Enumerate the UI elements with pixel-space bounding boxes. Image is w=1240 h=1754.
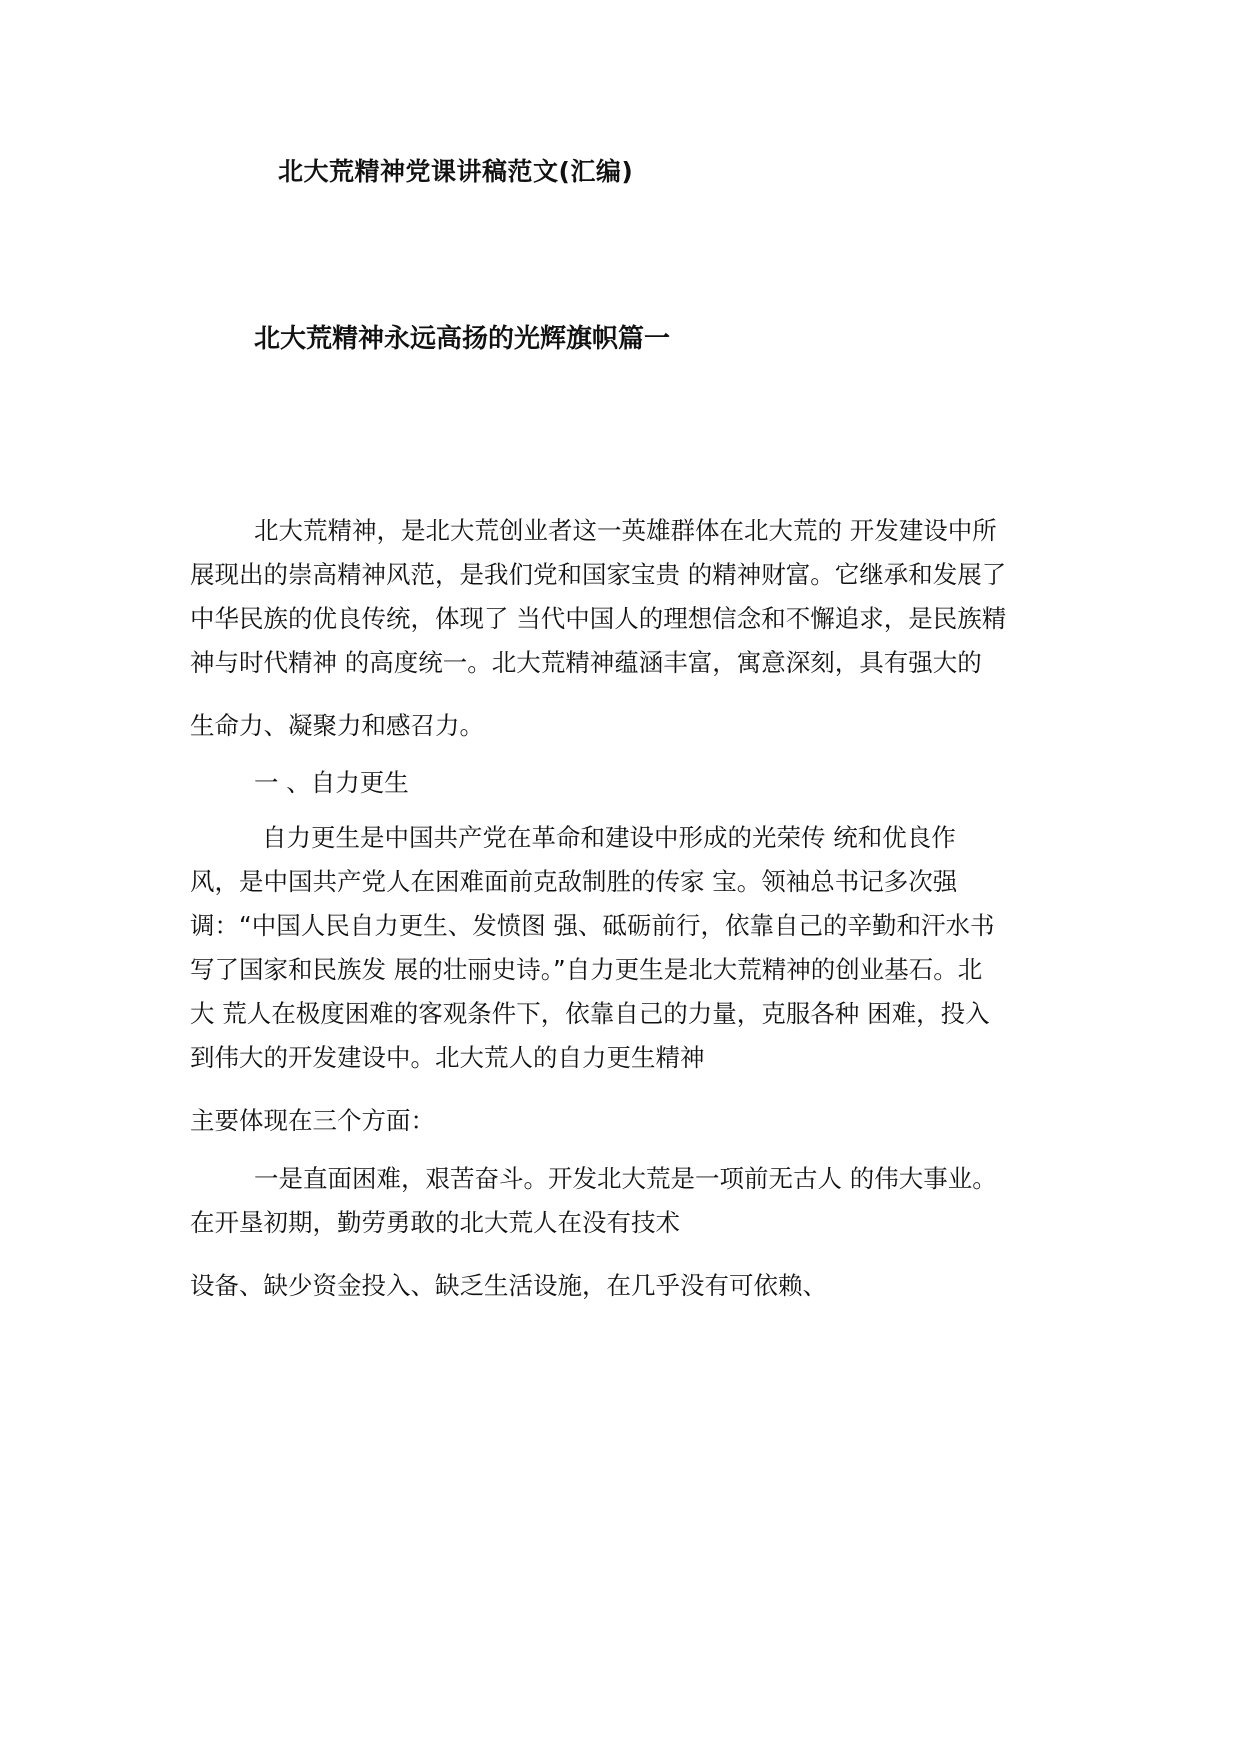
paragraph-line: 在开垦初期，勤劳勇敢的北大荒人在没有技术 [190, 1208, 680, 1237]
paragraph-line: 神与时代精神 的高度统一。北大荒精神蕴涵丰富，寓意深刻，具有强大的 [190, 648, 982, 677]
paragraph-line: 写了国家和民族发 展的壮丽史诗。”自力更生是北大荒精神的创业基石。北 [190, 955, 983, 984]
paragraph-line: 风，是中国共产党人在困难面前克敌制胜的传家 宝。领袖总书记多次强 [190, 867, 958, 896]
paragraph-line: 主要体现在三个方面： [190, 1106, 435, 1135]
paragraph-line: 设备、缺少资金投入、缺乏生活设施，在几乎没有可依赖、 [190, 1271, 827, 1300]
section-title: 北大荒精神永远高扬的光辉旗帜篇一 [254, 324, 671, 354]
paragraph-line: 自力更生是中国共产党在革命和建设中形成的光荣传 统和优良作 [262, 823, 956, 852]
paragraph-line: 一是直面困难，艰苦奋斗。开发北大荒是一项前无古人 的伟大事业。 [254, 1164, 997, 1193]
paragraph-line: 中华民族的优良传统，体现了 当代中国人的理想信念和不懈追求，是民族精 [190, 604, 1007, 633]
paragraph-line: 北大荒精神，是北大荒创业者这一英雄群体在北大荒的 开发建设中所 [254, 516, 997, 545]
subheading: 一 、自力更生 [254, 768, 409, 797]
paragraph-line: 展现出的崇高精神风范，是我们党和国家宝贵 的精神财富。它继承和发展了 [190, 560, 1007, 589]
document-title: 北大荒精神党课讲稿范文(汇编) [278, 157, 634, 186]
paragraph-line: 生命力、凝聚力和感召力。 [190, 711, 484, 740]
paragraph-line: 到伟大的开发建设中。北大荒人的自力更生精神 [190, 1043, 705, 1072]
paragraph-line: 大 荒人在极度困难的客观条件下，依靠自己的力量，克服各种 困难，投入 [190, 999, 990, 1028]
paragraph-line: 调：“中国人民自力更生、发愤图 强、砥砺前行，依靠自己的辛勤和汗水书 [190, 911, 995, 940]
